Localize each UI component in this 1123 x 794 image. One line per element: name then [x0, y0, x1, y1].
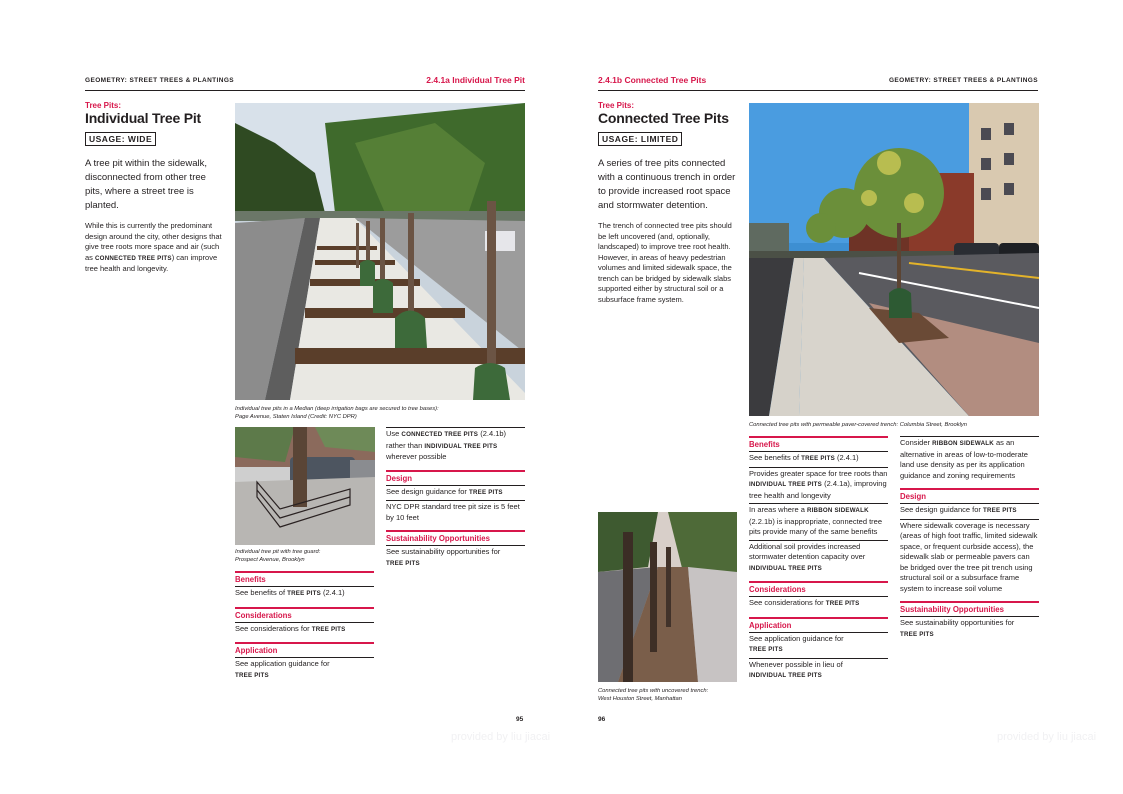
left-benefits-heading: Benefits: [235, 571, 374, 586]
left-design-heading: Design: [386, 470, 525, 485]
right-application-item-3: Consider RIBBON SIDEWALK as an alternative in areas of low-to-moderate land use density as per its application guidance and zoning requirements: [900, 436, 1039, 483]
right-application-heading: Application: [749, 617, 888, 632]
left-watermark: provided by liu jiacai: [451, 731, 551, 743]
left-main-photo: [235, 103, 525, 400]
right-design-heading: Design: [900, 488, 1039, 503]
right-application-item-1: See application guidance for TREE PITS: [749, 632, 888, 658]
median-tree-pits-image: [235, 103, 525, 400]
right-guidance-col2: [900, 436, 1039, 642]
right-considerations-item: See considerations for TREE PITS: [749, 596, 888, 612]
left-page-title: Individual Tree Pit: [85, 110, 202, 126]
right-usage-badge: USAGE: LIMITED: [598, 132, 682, 146]
left-considerations-item: See considerations for TREE PITS: [235, 622, 374, 638]
tree-guard-image: [235, 427, 375, 545]
left-section-ref: 2.4.1a Individual Tree Pit: [426, 75, 525, 85]
left-considerations-heading: Considerations: [235, 607, 374, 622]
left-header-rule: [85, 90, 525, 91]
right-lead-text: A series of tree pits connected with a continuous trench in order to provide increased root space and stormwater detention.: [598, 158, 736, 211]
left-sustainability-heading: Sustainability Opportunities: [386, 530, 525, 545]
left-application-heading: Application: [235, 642, 374, 657]
left-kicker: Tree Pits:: [85, 101, 122, 110]
right-benefits-item-1: See benefits of TREE PITS (2.4.1): [749, 451, 888, 467]
left-use-item: Use CONNECTED TREE PITS (2.4.1b) rather than INDIVIDUAL TREE PITS wherever possible: [386, 427, 525, 465]
left-usage-badge: USAGE: WIDE: [85, 132, 156, 146]
right-sustainability-heading: Sustainability Opportunities: [900, 601, 1039, 616]
right-benefits-item-3: In areas where a RIBBON SIDEWALK (2.2.1b) is inappropriate, connected tree pits provide many of the same benefits: [749, 503, 888, 540]
right-page-number: 96: [598, 716, 606, 723]
left-intro-block: [85, 101, 225, 275]
left-running-header: GEOMETRY: STREET TREES & PLANTINGS: [85, 77, 235, 84]
right-considerations-heading: Considerations: [749, 581, 888, 596]
left-guidance-col1: [235, 571, 374, 683]
right-header-rule: [598, 90, 1038, 91]
left-page-number: 95: [516, 716, 524, 723]
right-sustainability-item: See sustainability opportunities for TREE PITS: [900, 616, 1039, 642]
right-guidance-col1: [749, 436, 888, 684]
columbia-street-image: [749, 103, 1039, 416]
right-benefits-heading: Benefits: [749, 436, 888, 451]
right-intro-block: [598, 101, 738, 305]
right-benefits-item-4: Additional soil provides increased stormwater detention capacity over INDIVIDUAL TREE PITS: [749, 540, 888, 577]
left-sustainability-item: See sustainability opportunities for TREE PITS: [386, 545, 525, 571]
left-small-photo-caption: Individual tree pit with tree guard: Prospect Avenue, Brooklyn: [235, 549, 321, 563]
left-benefits-item: See benefits of TREE PITS (2.4.1): [235, 586, 374, 602]
right-small-photo-caption: Connected tree pits with uncovered trench: West Houston Street, Manhattan: [598, 688, 709, 702]
right-section-ref: 2.4.1b Connected Tree Pits: [598, 75, 707, 85]
right-application-item-2: Whenever possible in lieu of INDIVIDUAL TREE PITS: [749, 658, 888, 684]
right-running-header: GEOMETRY: STREET TREES & PLANTINGS: [888, 77, 1038, 84]
right-design-item-1: See design guidance for TREE PITS: [900, 503, 1039, 519]
left-body-text: While this is currently the predominant design around the city, other designs that give tree roots more space and air (such as CONNECTED TREE PITS) can improve tree health and longevity.: [85, 221, 222, 273]
left-small-photo: [235, 427, 375, 545]
right-body-text: The trench of connected tree pits should be left uncovered (and, optionally, landscaped) to improve tree root health. However, in areas of heavy pedestrian volumes and limited sidewalk space, the trench can be bridged by sidewalk slabs supported either by structural soil or a subsurface frame system.: [598, 221, 732, 304]
right-kicker: Tree Pits:: [598, 101, 635, 110]
right-page-title: Connected Tree Pits: [598, 110, 729, 126]
left-lead-text: A tree pit within the sidewalk, disconnected from other tree pits, where a street tree is planted.: [85, 158, 207, 211]
left-design-item-2: NYC DPR standard tree pit size is 5 feet by 10 feet: [386, 500, 525, 525]
right-benefits-item-2: Provides greater space for tree roots than INDIVIDUAL TREE PITS (2.4.1a), improving tree health and longevity: [749, 467, 888, 504]
left-application-item: See application guidance for TREE PITS: [235, 657, 374, 683]
left-guidance-col2: [386, 427, 525, 571]
right-main-photo-caption: Connected tree pits with permeable paver-covered trench: Columbia Street, Brooklyn: [749, 422, 968, 428]
left-main-photo-caption: Individual tree pits in a Median (deep irrigation bags are secured to tree bases): Page Avenue, Staten Island (Credit: NYC DPR): [235, 406, 439, 420]
left-design-item-1: See design guidance for TREE PITS: [386, 485, 525, 501]
right-small-photo: [598, 512, 737, 682]
west-houston-image: [598, 512, 737, 682]
right-watermark: provided by liu jiacai: [997, 731, 1097, 743]
right-design-item-2: Where sidewalk coverage is necessary (areas of high foot traffic, limited sidewalk space, or frequent curbside access), the sidewalk slab or permeable pavers can be bridged over the tree pit trench using structural soil or a subsurface frame system to increase soil volume: [900, 519, 1039, 597]
right-main-photo: [749, 103, 1039, 416]
